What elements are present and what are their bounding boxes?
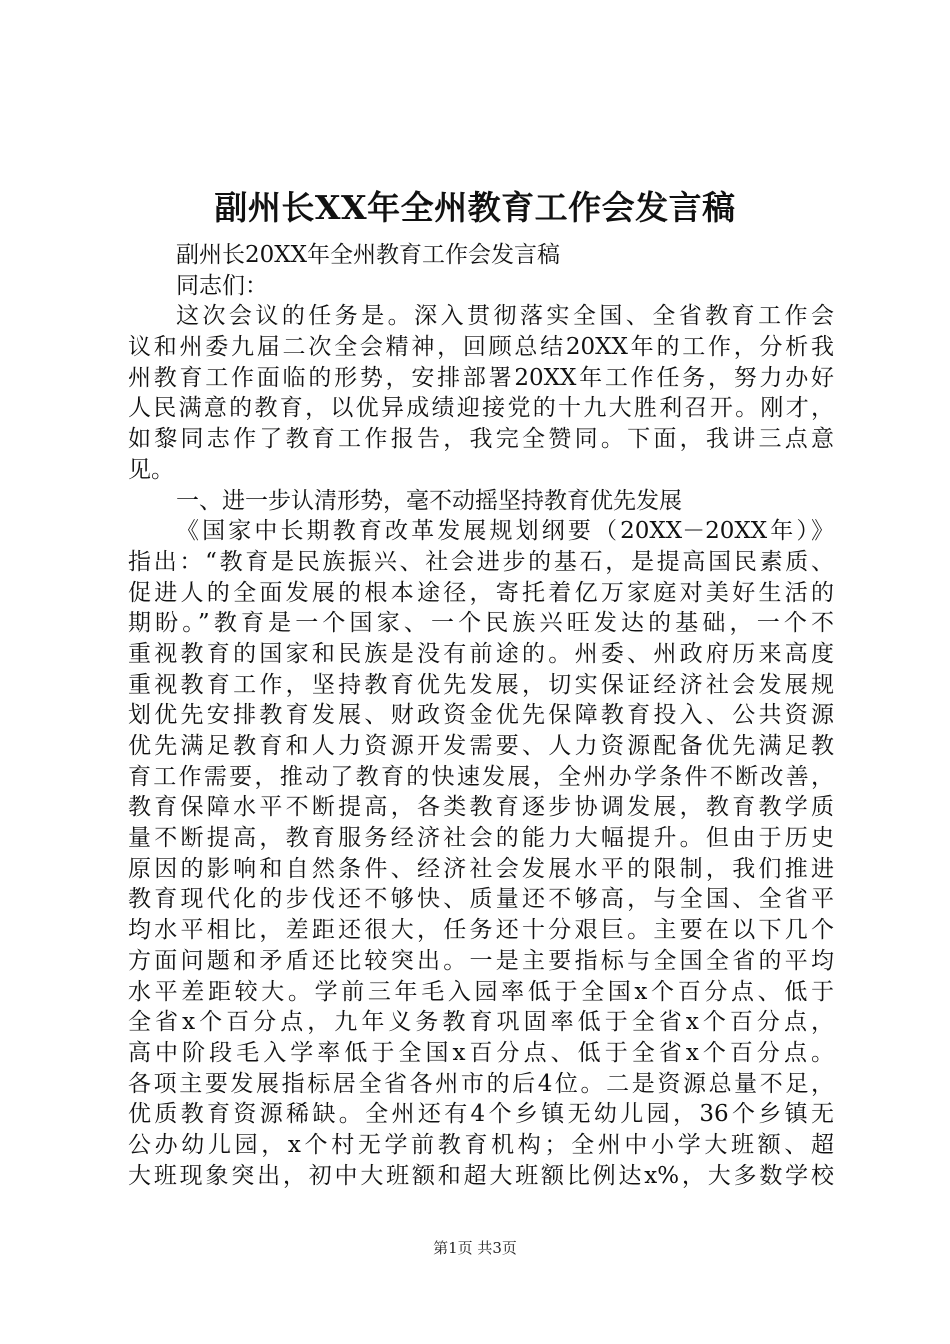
body-line: 促进人的全面发展的根本途径，寄托着亿万家庭对美好生活的 — [128, 579, 834, 606]
body-line: 州教育工作面临的形势，安排部署20XX年工作任务，努力办好 — [128, 364, 834, 391]
document-body — [128, 240, 834, 1191]
body-line: 如黎同志作了教育工作报告，我完全赞同。下面，我讲三点意 — [128, 426, 834, 453]
body-line: 优先满足教育和人力资源开发需要、人力资源配备优先满足教 — [128, 733, 834, 759]
body-line: 高中阶段毛入学率低于全国x百分点、低于全省x个百分点。 — [128, 1039, 834, 1066]
body-line: 指出：“教育是民族振兴、社会进步的基石，是提高国民素质、 — [128, 548, 834, 575]
body-line: 议和州委九届二次全会精神，回顾总结20XX年的工作，分析我 — [128, 334, 834, 361]
body-line: 育工作需要，推动了教育的快速发展，全州办学条件不断改善， — [128, 763, 834, 790]
body-line: 这次会议的任务是。深入贯彻落实全国、全省教育工作会 — [176, 303, 834, 330]
body-line: 同志们： — [176, 272, 268, 299]
body-line: 全省x个百分点，九年义务教育巩固率低于全省x个百分点， — [128, 1009, 834, 1036]
body-line: 见。 — [128, 456, 174, 483]
body-line: 水平差距较大。学前三年毛入园率低于全国x个百分点、低于 — [128, 978, 834, 1005]
body-line: 方面问题和矛盾还比较突出。一是主要指标与全国全省的平均 — [128, 947, 834, 974]
body-line: 各项主要发展指标居全省各州市的后4位。二是资源总量不足， — [128, 1070, 834, 1097]
body-line: 均水平相比，差距还很大，任务还十分艰巨。主要在以下几个 — [128, 917, 834, 944]
body-line: 一、进一步认清形势，毫不动摇坚持教育优先发展 — [176, 487, 682, 514]
body-line: 划优先安排教育发展、财政资金优先保障教育投入、公共资源 — [128, 702, 834, 729]
page-footer: 第1页 共3页 — [433, 1239, 517, 1257]
body-line: 重视教育工作，坚持教育优先发展，切实保证经济社会发展规 — [128, 671, 834, 698]
body-line: 人民满意的教育，以优异成绩迎接党的十九大胜利召开。刚才， — [128, 395, 834, 422]
body-line: 副州长20XX年全州教育工作会发言稿 — [176, 242, 561, 268]
body-line: 原因的影响和自然条件、经济社会发展水平的限制，我们推进 — [128, 855, 834, 882]
body-line: 优质教育资源稀缺。全州还有4个乡镇无幼儿园，36个乡镇无 — [128, 1101, 834, 1128]
body-line: 期盼。”教育是一个国家、一个民族兴旺发达的基础，一个不 — [128, 610, 834, 637]
body-line: 《国家中长期教育改革发展规划纲要（20XX－20XX年）》 — [176, 518, 834, 545]
body-line: 公办幼儿园，x个村无学前教育机构；全州中小学大班额、超 — [128, 1131, 834, 1158]
body-line: 大班现象突出，初中大班额和超大班额比例达x%，大多数学校 — [128, 1162, 834, 1189]
body-line: 重视教育的国家和民族是没有前途的。州委、州政府历来高度 — [128, 640, 834, 667]
document-title: 副州长XX年全州教育工作会发言稿 — [214, 188, 736, 227]
body-line: 教育保障水平不断提高，各类教育逐步协调发展，教育教学质 — [128, 794, 834, 821]
body-line: 教育现代化的步伐还不够快、质量还不够高，与全国、全省平 — [128, 886, 834, 913]
body-line: 量不断提高，教育服务经济社会的能力大幅提升。但由于历史 — [128, 825, 834, 852]
